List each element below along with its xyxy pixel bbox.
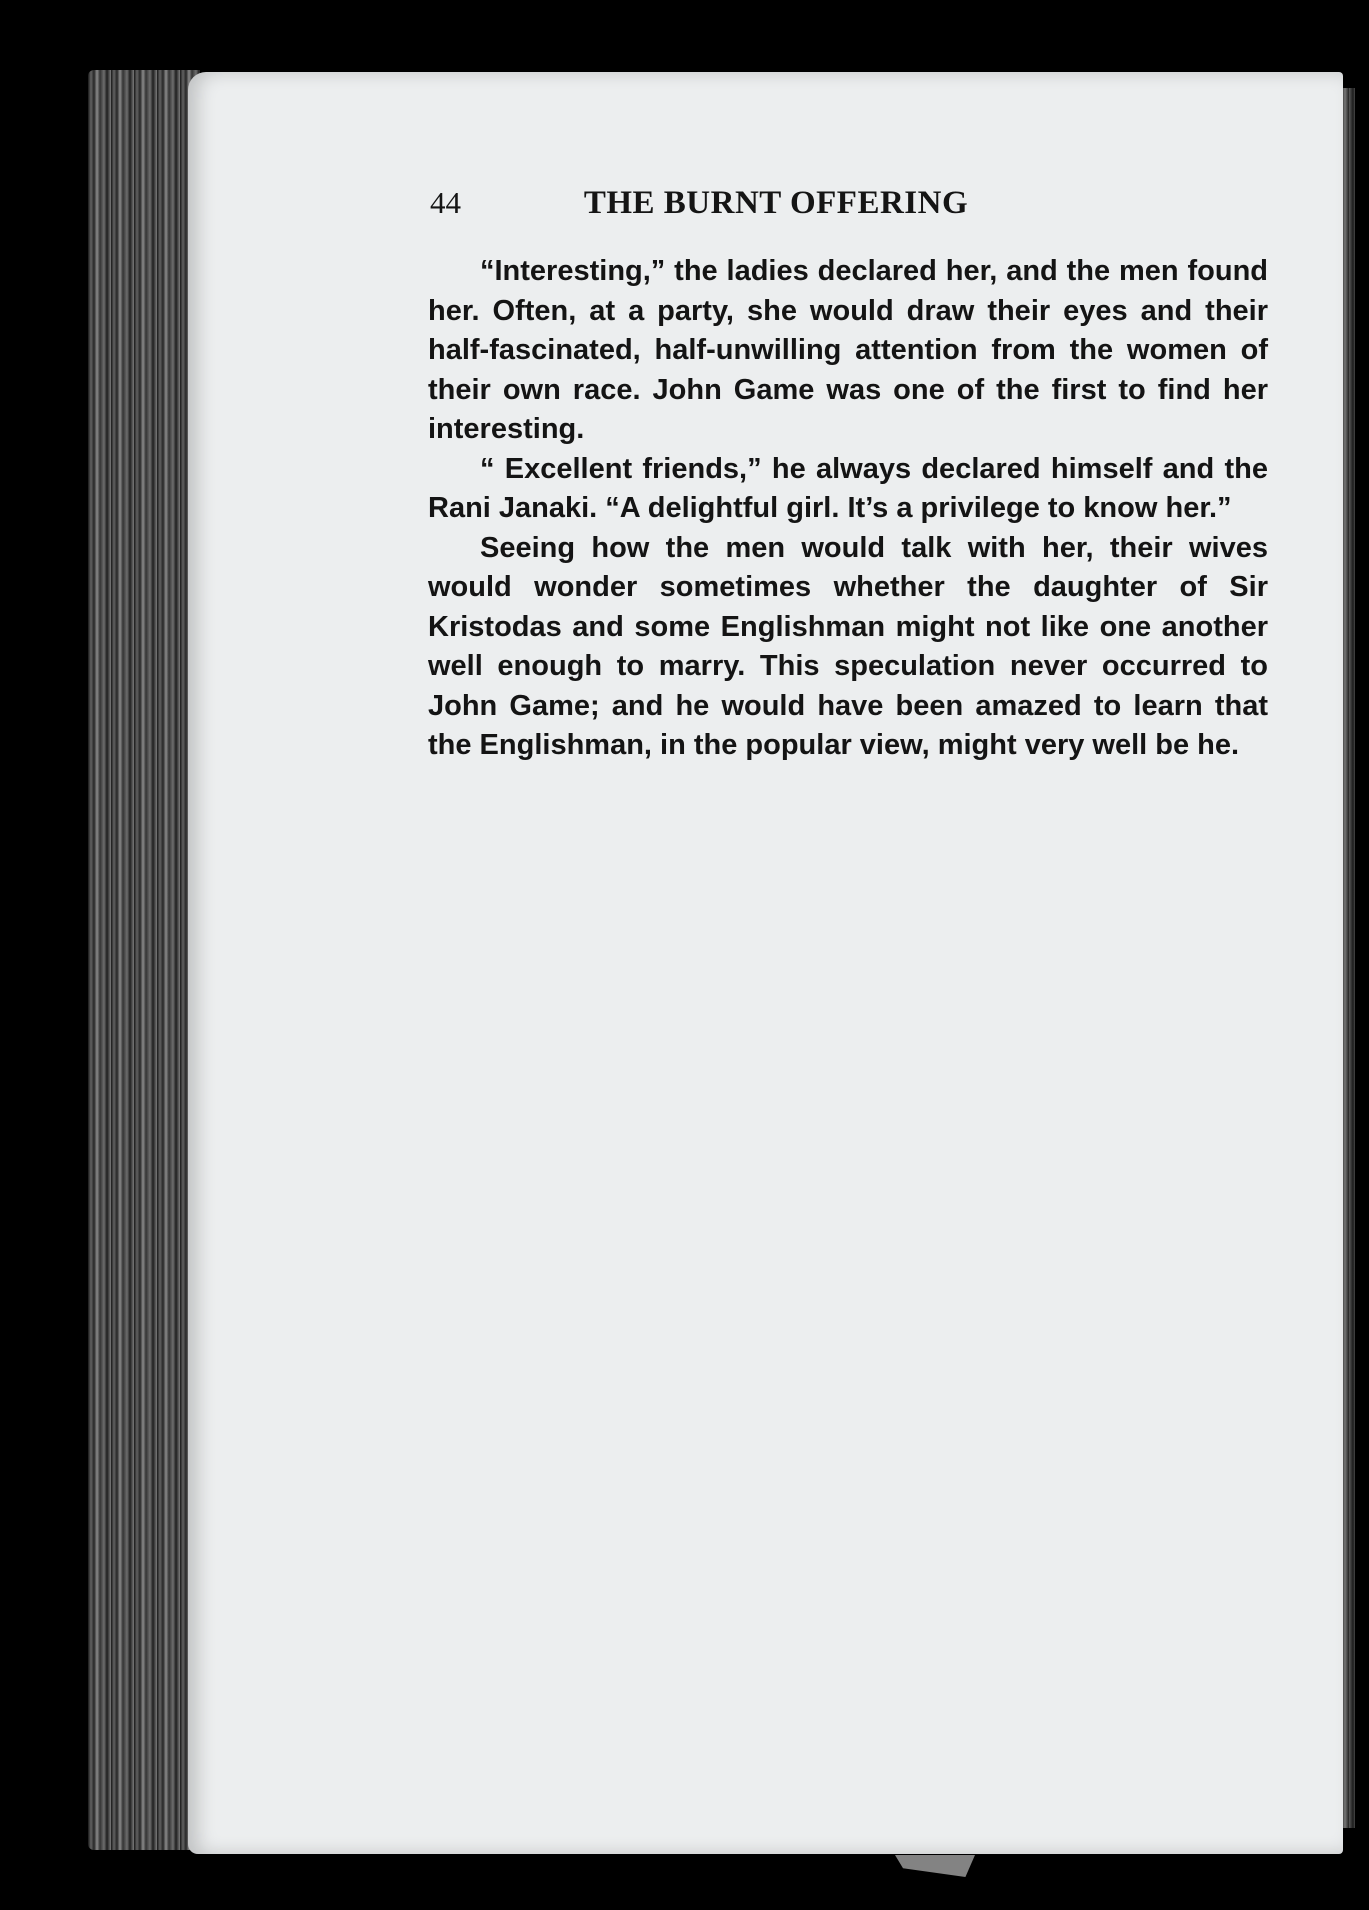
- page-stack-edges: [88, 70, 200, 1850]
- body-text: [428, 252, 1268, 766]
- paragraph: “Interesting,” the ladies declared her, and the men found her. Often, at a party, she would draw their eyes and their half-fascinated, half-unwilling attention from the women of their own race. John Game was one of the first to find her interesting.: [428, 255, 1268, 445]
- page-header: [430, 185, 1082, 235]
- page-number: 44: [430, 185, 461, 220]
- paragraph: “ Excellent friends,” he always declared himself and the Rani Janaki. “A delightful girl. It’s a privilege to know her.”: [428, 452, 1268, 524]
- running-title: THE BURNT OFFERING: [583, 185, 969, 221]
- page-tear-mark: [895, 1855, 975, 1877]
- paragraph: Seeing how the men would talk with her, their wives would wonder sometimes whether the daughter of Sir Kristodas and some Englishman might not like one another well enough to marry. This speculation never occurred to John Game; and he would have been amazed to learn that the Englishman, in the popular view, might very well be he.: [428, 531, 1268, 761]
